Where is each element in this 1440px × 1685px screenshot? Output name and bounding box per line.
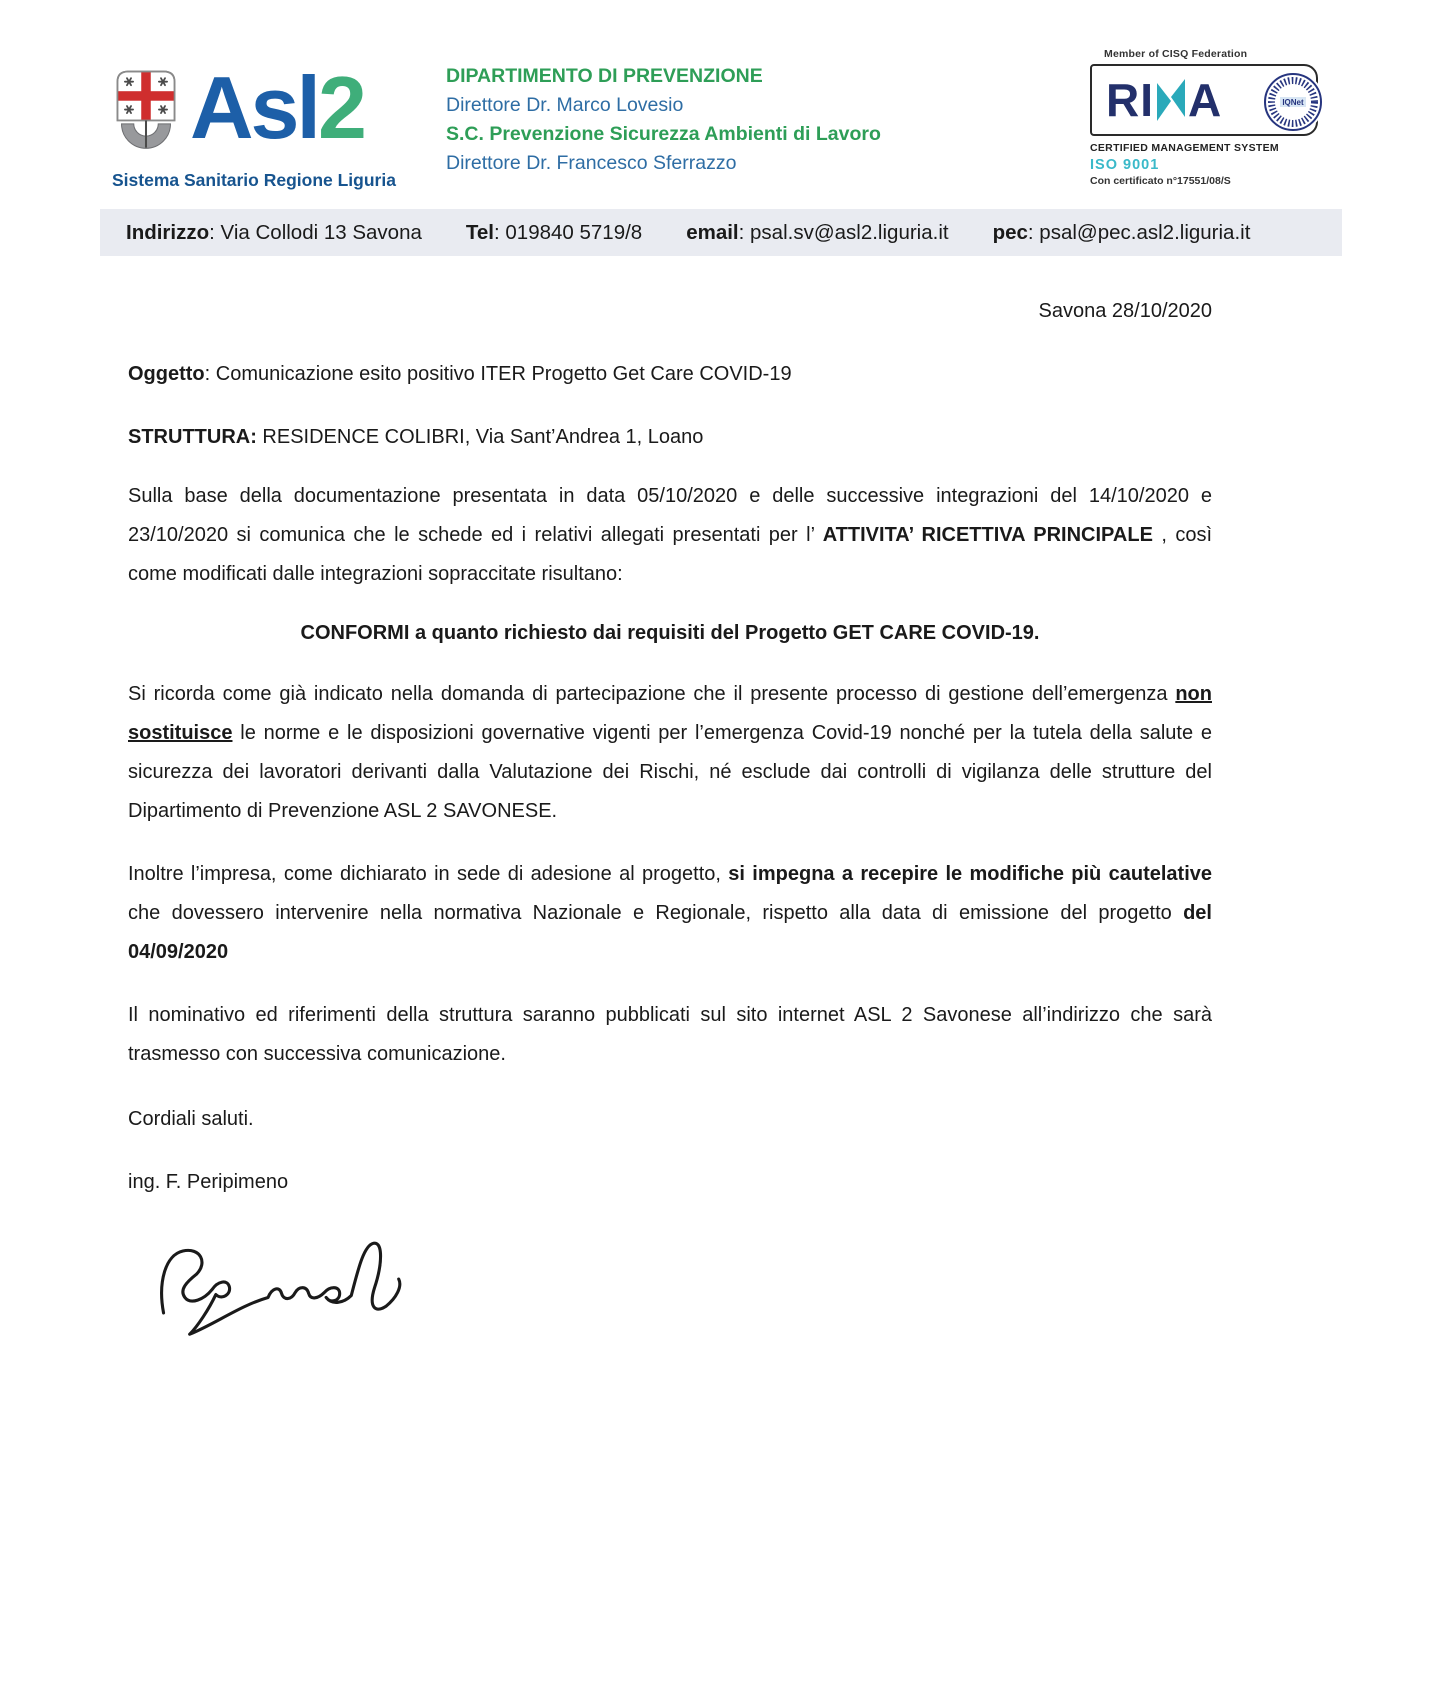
text-segment: , così come modificati dalle integrazioni sopraccitate risultano: <box>128 524 1213 585</box>
contact-pec-value: : psal@pec.asl2.liguria.it <box>1027 220 1251 244</box>
cisq-member-text: Member of CISQ Federation <box>1104 48 1248 60</box>
subject-label: Oggetto <box>128 363 205 385</box>
department-unit: S.C. Prevenzione Sicurezza Ambienti di Lavoro <box>446 123 881 145</box>
text-segment: Sulla base della documentazione presentata in data 05/10/2020 e delle successive integrazioni del 14/10/2020 e 23/10/2020 si comunica che le schede ed i relativi allegati presentati per l’ <box>128 485 1212 546</box>
letterhead <box>112 48 1342 191</box>
text-segment-bold: ATTIVITA’ RICETTIVA PRINCIPALE <box>822 524 1153 546</box>
text-segment: che dovessero intervenire nella normativa Nazionale e Regionale, rispetto alla data di emissione del progetto <box>128 902 1184 924</box>
signer-name: ing. F. Peripimeno <box>128 1171 289 1193</box>
iso-9001-text: ISO 9001 <box>1090 157 1160 173</box>
iqnet-badge-label: IQNet <box>1282 98 1304 107</box>
paragraph-basis <box>128 477 1212 594</box>
contact-band <box>100 209 1342 256</box>
certified-system-text: CERTIFIED MANAGEMENT SYSTEM <box>1090 142 1279 154</box>
rina-n-icon <box>1156 76 1186 124</box>
signature-scribble <box>150 1220 450 1342</box>
text-segment: Si ricorda come già indicato nella domanda di partecipazione che il presente processo di gestione dell’emergenza <box>128 683 1176 705</box>
asl2-wordmark-asl: Asl <box>190 58 318 157</box>
text-segment: le norme e le disposizioni governative vigenti per l’emergenza Covid-19 nonché per la tutela della salute e sicurezza dei lavoratori derivanti dalla Valutazione dei Rischi, né esclude dai controlli di vigilanza delle strutture del Dipartimento di Prevenzione ASL 2 SAVONESE. <box>128 722 1212 822</box>
signature-block <box>150 1220 1212 1356</box>
text-segment-bold-underline: non sostituisce <box>128 683 1212 744</box>
certificate-number-text: Con certificato n°17551/08/S <box>1090 175 1231 187</box>
department-title: DIPARTIMENTO DI PREVENZIONE <box>446 65 763 87</box>
contact-pec <box>993 221 1251 245</box>
asl2-wordmark-2: 2 <box>317 58 364 157</box>
asl2-logo-row <box>112 58 404 162</box>
letter-body <box>128 292 1212 1356</box>
contact-email-value: : psal.sv@asl2.liguria.it <box>738 220 949 244</box>
contact-address <box>126 221 422 245</box>
iqnet-badge-icon <box>1262 71 1324 133</box>
subject-text: : Comunicazione esito positivo ITER Progetto Get Care COVID-19 <box>204 363 792 385</box>
contact-tel-value: : 019840 5719/8 <box>494 220 643 244</box>
rina-logo-box <box>1090 64 1318 136</box>
paragraph-publication: Il nominativo ed riferimenti della struttura saranno pubblicati sul sito internet ASL 2 Savonese all’indirizzo che sarà trasmesso con successiva comunicazione. <box>128 1004 1212 1065</box>
asl2-logo-block <box>112 58 404 191</box>
structure-label: STRUTTURA: <box>128 426 257 448</box>
text-segment: Inoltre l’impresa, come dichiarato in sede di adesione al progetto, <box>128 863 729 885</box>
closing-line: Cordiali saluti. <box>128 1108 254 1130</box>
department-unit-director: Direttore Dr. Francesco Sferrazzo <box>446 152 737 174</box>
certification-block <box>1090 48 1342 187</box>
logo-tagline: Sistema Sanitario Regione Liguria <box>112 170 396 190</box>
contact-pec-label: pec <box>992 220 1028 244</box>
subject-line <box>128 355 1212 394</box>
text-segment-bold: del 04/09/2020 <box>128 902 1212 963</box>
contact-address-value: : Via Collodi 13 Savona <box>209 220 422 244</box>
structure-text: RESIDENCE COLIBRI, Via Sant’Andrea 1, Loano <box>256 426 704 448</box>
structure-line <box>128 418 1212 457</box>
contact-address-label: Indirizzo <box>126 220 210 244</box>
rina-wordmark <box>1106 76 1222 124</box>
conformi-statement: CONFORMI a quanto richiesto dai requisiti del Progetto GET CARE COVID-19. <box>300 622 1040 644</box>
contact-email-label: email <box>686 220 739 244</box>
text-segment-bold: si impegna a recepire le modifiche più cautelative <box>728 863 1212 885</box>
rina-letters-ri: RI <box>1106 74 1154 126</box>
contact-tel-label: Tel <box>465 220 494 244</box>
paragraph-reminder <box>128 675 1212 831</box>
contact-tel <box>466 221 642 245</box>
paragraph-commitment <box>128 855 1212 972</box>
date-line: Savona 28/10/2020 <box>1038 300 1212 322</box>
liguria-crest-icon <box>112 68 180 162</box>
department-block <box>446 62 881 178</box>
contact-email <box>686 221 948 245</box>
department-director: Direttore Dr. Marco Lovesio <box>446 94 684 116</box>
asl2-wordmark <box>190 58 364 157</box>
rina-letters-a: A <box>1188 74 1223 126</box>
